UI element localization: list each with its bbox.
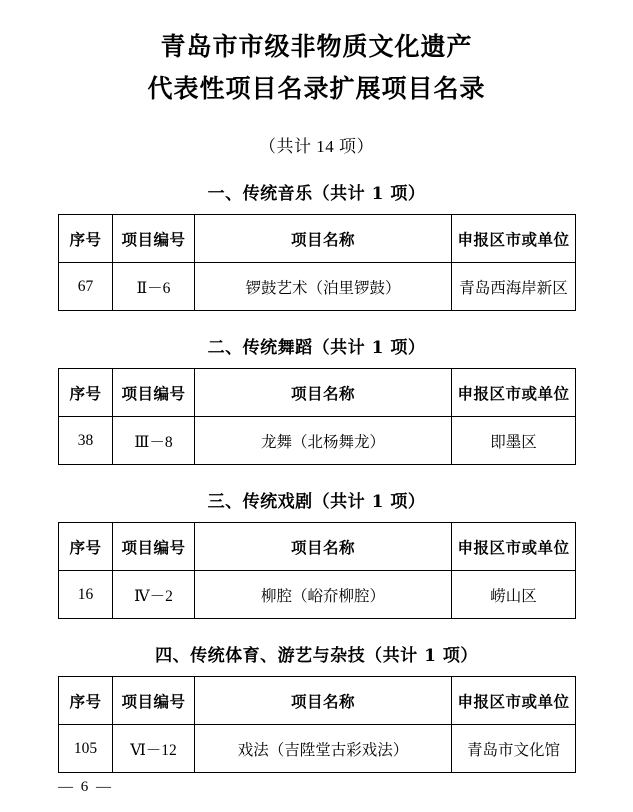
- column-header-name: 项目名称: [195, 369, 452, 417]
- cell-code: Ⅲ－8: [113, 417, 195, 465]
- table-row: [59, 263, 576, 311]
- column-header-code: 项目编号: [113, 677, 195, 725]
- table-header-row: [59, 677, 576, 725]
- column-header-unit: 申报区市或单位: [452, 523, 576, 571]
- column-header-no: 序号: [59, 677, 113, 725]
- table-row: [59, 571, 576, 619]
- table-header-row: [59, 523, 576, 571]
- page-title: [58, 0, 575, 110]
- page-number: — 6 —: [58, 779, 113, 795]
- table-row: [59, 725, 576, 773]
- column-header-code: 项目编号: [113, 215, 195, 263]
- cell-unit: 青岛市文化馆: [452, 725, 576, 773]
- cell-code: Ⅵ－12: [113, 725, 195, 773]
- cell-no: 38: [59, 417, 113, 465]
- section-heading-2: 二、传统舞蹈（共计 1 项）: [207, 338, 426, 358]
- column-header-no: 序号: [59, 369, 113, 417]
- column-header-name: 项目名称: [195, 523, 452, 571]
- cell-name: 龙舞（北杨舞龙）: [195, 417, 452, 465]
- section-table-2: [58, 368, 576, 465]
- title-line-1: 青岛市市级非物质文化遗产: [160, 32, 473, 61]
- section-heading-4: 四、传统体育、游艺与杂技（共计 1 项）: [155, 646, 478, 666]
- column-header-no: 序号: [59, 523, 113, 571]
- cell-no: 67: [59, 263, 113, 311]
- document-subtitle: （共计 14 项）: [259, 137, 374, 156]
- section-table-3: [58, 522, 576, 619]
- cell-no: 105: [59, 725, 113, 773]
- table-header-row: [59, 369, 576, 417]
- table-header-row: [59, 215, 576, 263]
- cell-unit: 青岛西海岸新区: [452, 263, 576, 311]
- column-header-code: 项目编号: [113, 523, 195, 571]
- column-header-no: 序号: [59, 215, 113, 263]
- cell-no: 16: [59, 571, 113, 619]
- cell-unit: 即墨区: [452, 417, 576, 465]
- cell-code: Ⅳ－2: [113, 571, 195, 619]
- cell-name: 柳腔（峪夼柳腔）: [195, 571, 452, 619]
- section-heading-3: 三、传统戏剧（共计 1 项）: [207, 492, 426, 512]
- table-row: [59, 417, 576, 465]
- cell-code: Ⅱ－6: [113, 263, 195, 311]
- title-line-2: 代表性项目名录扩展项目名录: [147, 74, 486, 103]
- column-header-name: 项目名称: [195, 215, 452, 263]
- column-header-code: 项目编号: [113, 369, 195, 417]
- cell-name: 锣鼓艺术（泊里锣鼓）: [195, 263, 452, 311]
- cell-unit: 崂山区: [452, 571, 576, 619]
- section-table-1: [58, 214, 576, 311]
- column-header-unit: 申报区市或单位: [452, 677, 576, 725]
- cell-name: 戏法（吉陞堂古彩戏法）: [195, 725, 452, 773]
- column-header-unit: 申报区市或单位: [452, 369, 576, 417]
- section-heading-1: 一、传统音乐（共计 1 项）: [207, 184, 426, 204]
- column-header-name: 项目名称: [195, 677, 452, 725]
- column-header-unit: 申报区市或单位: [452, 215, 576, 263]
- section-table-4: [58, 676, 576, 773]
